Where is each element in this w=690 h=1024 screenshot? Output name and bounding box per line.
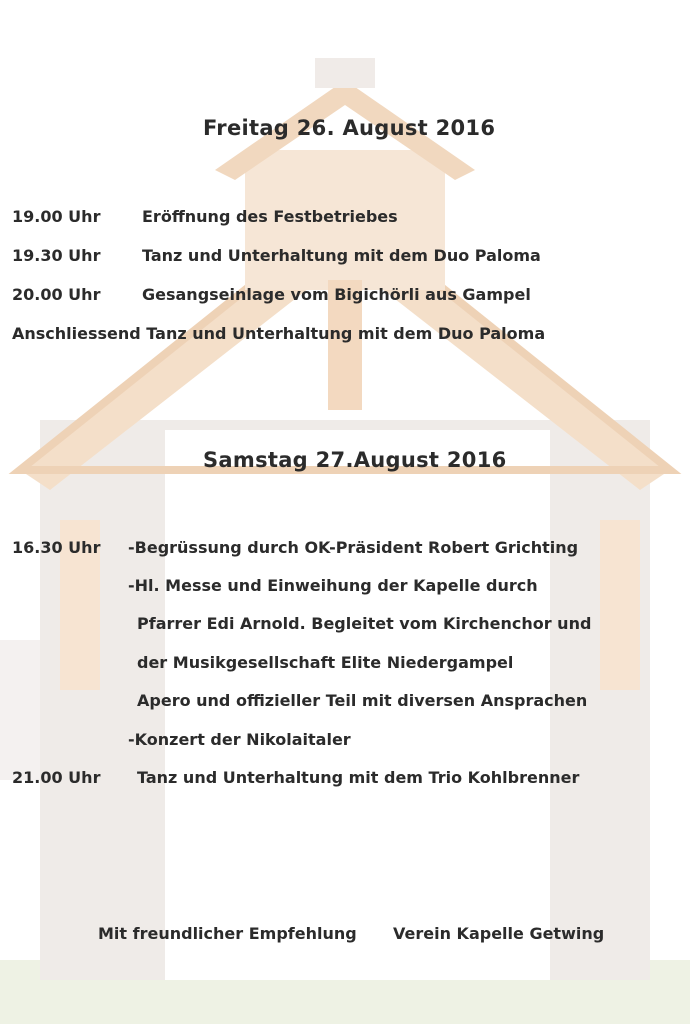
footer-greeting: Mit freundlicher Empfehlung — [98, 924, 357, 943]
footer-sender: Verein Kapelle Getwing — [393, 924, 605, 943]
day2-line-6: -Konzert der Nikolaitaler — [128, 730, 351, 749]
day2-line-1: -Begrüssung durch OK-Präsident Robert Grichting — [128, 538, 579, 557]
day1-row-3-text: Gesangseinlage vom Bigichörli aus Gampel — [142, 285, 531, 304]
day2-line-2: -Hl. Messe und Einweihung der Kapelle durch — [128, 576, 538, 595]
day1-row-1-text: Eröffnung des Festbetriebes — [142, 207, 398, 226]
day1-after-text: Anschliessend Tanz und Unterhaltung mit dem Duo Paloma — [12, 324, 546, 343]
day2-line-3: Pfarrer Edi Arnold. Begleitet vom Kirchenchor und — [137, 614, 592, 633]
day2-line-5: Apero und offizieller Teil mit diversen Ansprachen — [137, 691, 588, 710]
chimney — [315, 58, 375, 88]
day1-row-2-text: Tanz und Unterhaltung mit dem Duo Paloma — [142, 246, 541, 265]
day1-row-3-time: 20.00 Uhr — [12, 285, 101, 304]
day2-text-2: Tanz und Unterhaltung mit dem Trio Kohlbrenner — [137, 768, 580, 787]
day2-time-2: 21.00 Uhr — [12, 768, 101, 787]
day2-line-4: der Musikgesellschaft Elite Niedergampel — [137, 653, 514, 672]
day1-heading: Freitag 26. August 2016 — [203, 116, 496, 140]
day1-row-2-time: 19.30 Uhr — [12, 246, 101, 265]
day2-heading: Samstag 27.August 2016 — [203, 448, 507, 472]
day2-time-1: 16.30 Uhr — [12, 538, 101, 557]
day1-row-1-time: 19.00 Uhr — [12, 207, 101, 226]
